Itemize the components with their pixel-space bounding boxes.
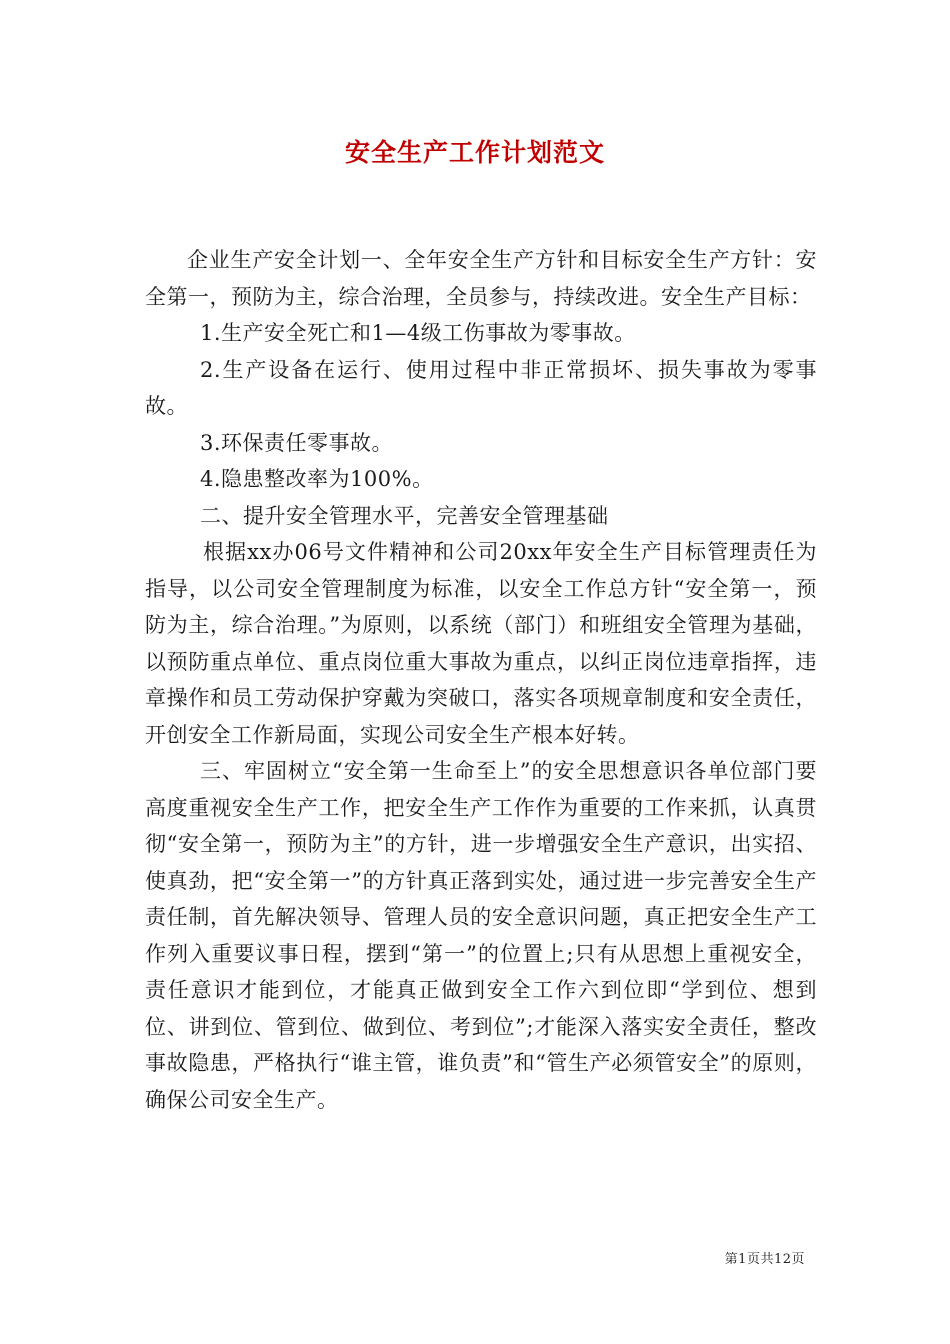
intro-paragraph: 企业生产安全计划一、全年安全生产方针和目标安全生产方针：安全第一，预防为主，综合治理，全员参与，持续改进。安全生产目标： [145, 248, 817, 309]
section-3-paragraph: 三、牢固树立“安全第一生命至上”的安全思想意识各单位部门要高度重视安全生产工作，把安全生产工作作为重要的工作来抓，认真贯彻“安全第一，预防为主”的方针，进一步增强安全生产意识，出实招、使真劲，把“安全第一”的方针真正落到实处，通过进一步完善安全生产责任制，首先解决领导、管理人员的安全意识问题，真正把安全生产工作列入重要议事日程，摆到“第一”的位置上;只有从思想上重视安全，责任意识才能到位，才能真正做到安全工作六到位即“学到位、想到位、讲到位、管到位、做到位、考到位”;才能深入落实安全责任，整改事故隐患，严格执行“谁主管，谁负责”和“管生产必须管安全”的原则，确保公司安全生产。 [145, 759, 817, 1112]
page-number-footer: 第1页共12页 [724, 1252, 805, 1267]
goal-item-1: 1.生产安全死亡和1—4级工伤事故为零事故。 [200, 321, 636, 345]
section-2-paragraph: 根据xx办06号文件精神和公司20xx年安全生产目标管理责任为指导，以公司安全管理制度为标准，以安全工作总方针“安全第一，预防为主，综合治理。”为原则，以系统（部门）和班组安全管理为基础，以预防重点单位、重点岗位重大事故为重点，以纠正岗位违章指挥，违章操作和员工劳动保护穿戴为突破口，落实各项规章制度和安全责任，开创安全工作新局面，实现公司安全生产根本好转。 [145, 540, 817, 747]
document-body [145, 242, 817, 1118]
section-heading-2: 二、提升安全管理水平，完善安全管理基础 [200, 503, 609, 528]
page-title: 安全生产工作计划范文 [344, 138, 605, 167]
goal-item-3: 3.环保责任零事故。 [200, 430, 394, 455]
goal-item-4: 4.隐患整改率为100%。 [200, 467, 434, 491]
goal-item-2: 2.生产设备在运行、使用过程中非正常损坏、损失事故为零事故。 [145, 357, 817, 418]
